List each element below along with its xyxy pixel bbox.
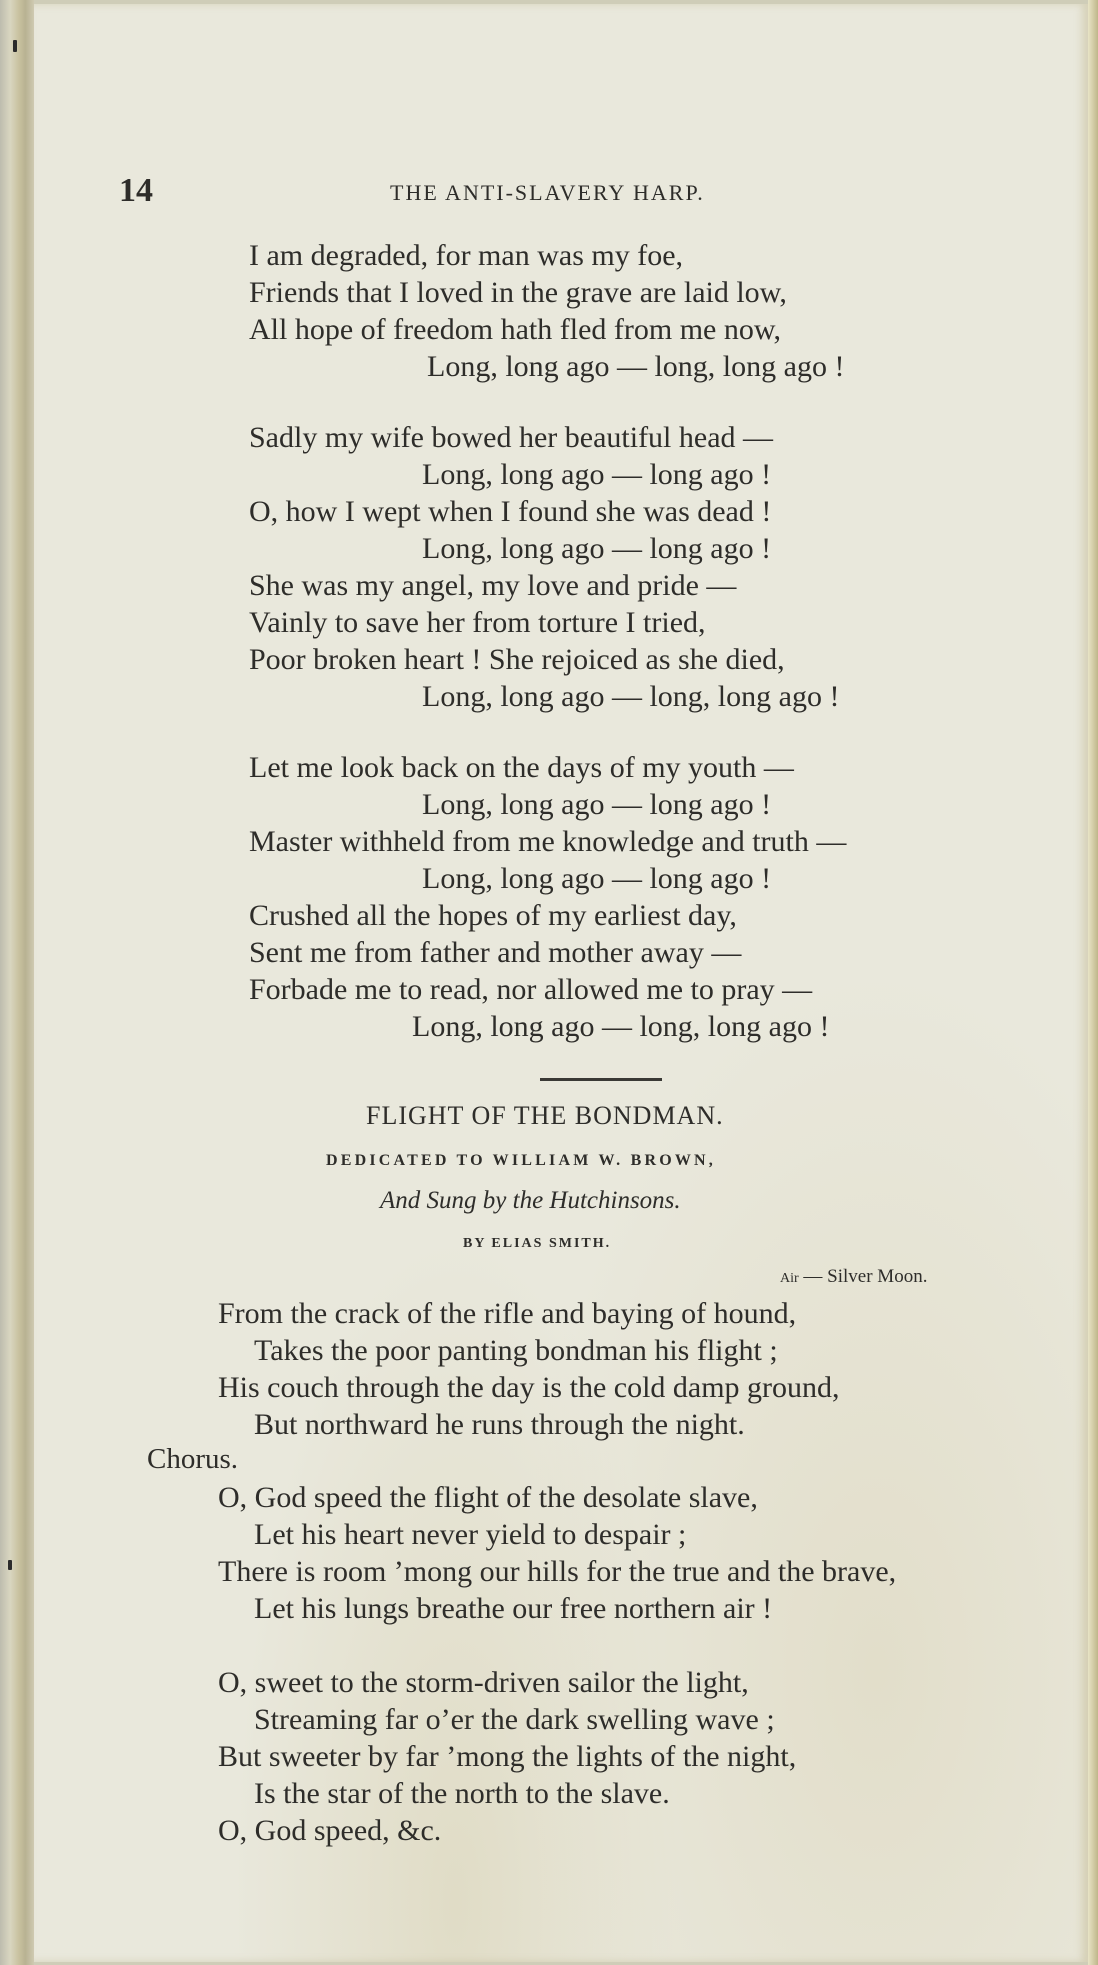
refrain-line: Long, long ago — long, long ago ! <box>412 1010 830 1043</box>
chorus-line: O, God speed the flight of the desolate slave, <box>218 1481 758 1514</box>
verse-line: Sent me from father and mother away — <box>249 936 742 969</box>
verse-line: Master withheld from me knowledge and truth — <box>249 825 847 858</box>
verse-line: But sweeter by far ’mong the lights of the night, <box>218 1740 797 1773</box>
verse-line: I am degraded, for man was my foe, <box>249 239 684 272</box>
refrain-line: Long, long ago — long ago ! <box>422 862 772 895</box>
verse-line: Is the star of the north to the slave. <box>254 1777 670 1810</box>
poem-performers: And Sung by the Hutchinsons. <box>380 1187 681 1214</box>
verse-line: She was my angel, my love and pride — <box>249 569 737 602</box>
verse-line: From the crack of the rifle and baying of hound, <box>218 1297 797 1330</box>
air-label: Air <box>780 1271 799 1286</box>
verse-line: Friends that I loved in the grave are laid low, <box>249 276 787 309</box>
verse-line: Takes the poor panting bondman his flight ; <box>254 1334 778 1367</box>
refrain-line: Long, long ago — long ago ! <box>422 458 772 491</box>
verse-line: Poor broken heart ! She rejoiced as she died, <box>249 643 785 676</box>
chorus-line: Let his lungs breathe our free northern air ! <box>254 1592 773 1625</box>
verse-line: Forbade me to read, nor allowed me to pray — <box>249 973 813 1006</box>
chorus-line: Let his heart never yield to despair ; <box>254 1518 687 1551</box>
binding-mark <box>13 40 17 52</box>
page-right-edge <box>1088 0 1098 1965</box>
verse-line: O, how I wept when I found she was dead ! <box>249 495 772 528</box>
chorus-line: There is room ’mong our hills for the true and the brave, <box>218 1555 897 1588</box>
verse-line: Sadly my wife bowed her beautiful head — <box>249 421 774 454</box>
running-head: THE ANTI-SLAVERY HARP. <box>390 180 705 205</box>
refrain-line: Long, long ago — long ago ! <box>422 788 772 821</box>
verse-line: But northward he runs through the night. <box>254 1408 745 1441</box>
refrain-line: Long, long ago — long, long ago ! <box>422 680 840 713</box>
binding-mark <box>8 1560 12 1570</box>
verse-line: O, sweet to the storm-driven sailor the light, <box>218 1666 749 1699</box>
poem-dedication: DEDICATED TO WILLIAM W. BROWN, <box>326 1152 716 1169</box>
refrain-line: Long, long ago — long, long ago ! <box>427 350 845 383</box>
page-number: 14 <box>119 172 153 209</box>
verse-line: O, God speed, &c. <box>218 1814 442 1847</box>
verse-line: Streaming far o’er the dark swelling wave ; <box>254 1703 775 1736</box>
verse-line: Vainly to save her from torture I tried, <box>249 606 706 639</box>
poem-air <box>780 1266 927 1288</box>
verse-line: All hope of freedom hath fled from me now, <box>249 313 782 346</box>
refrain-line: Long, long ago — long ago ! <box>422 532 772 565</box>
verse-line: Let me look back on the days of my youth — <box>249 751 794 784</box>
poem-author: BY ELIAS SMITH. <box>463 1236 612 1251</box>
verse-line: His couch through the day is the cold damp ground, <box>218 1371 840 1404</box>
book-binding-edge <box>0 0 34 1965</box>
verse-line: Crushed all the hopes of my earliest day, <box>249 899 737 932</box>
air-tune: — Silver Moon. <box>798 1266 928 1287</box>
section-divider <box>540 1078 662 1081</box>
poem-title: FLIGHT OF THE BONDMAN. <box>366 1101 724 1130</box>
chorus-label: Chorus. <box>147 1443 239 1475</box>
